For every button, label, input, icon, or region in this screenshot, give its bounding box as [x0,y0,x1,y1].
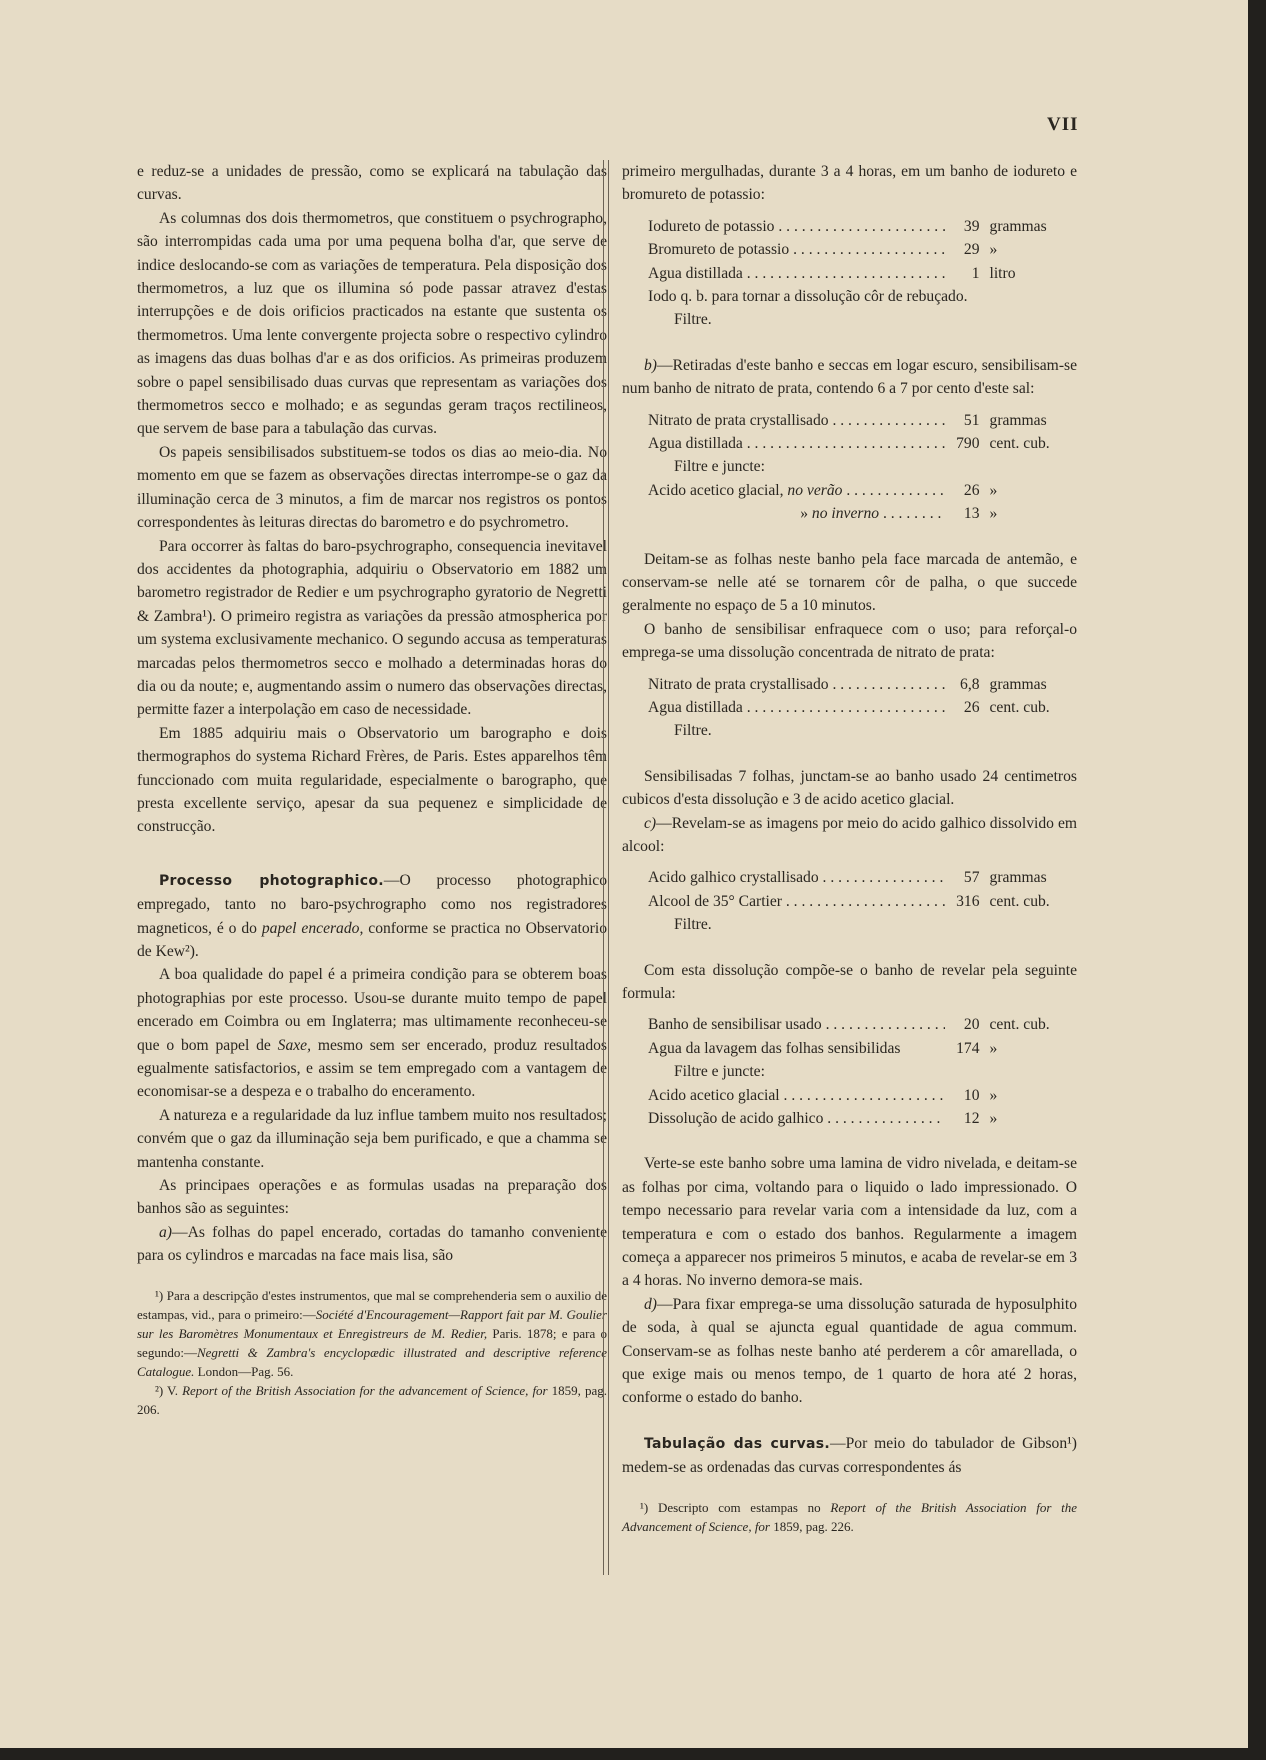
paragraph: As principaes operações e as formulas usadas na preparação dos banhos são as seguintes: [137,1177,607,1218]
recipe-row: Acido acetico glacial, no verão . . . 26 » [648,479,1077,502]
right-column [622,160,1077,1536]
recipe-gallic [648,866,1077,936]
recipe-row: Bromureto de potassio . . . 29 » [648,238,1077,261]
section-paragraph: Tabulação das curvas.—Por meio do tabulador de Gibson¹) medem-se as ordenadas das curvas correspondentes ás [622,1434,1077,1477]
paragraph: Verte-se este banho sobre uma lamina de vidro nivelada, e deitam-se as folhas por cima, voltando para o liquido o lado impressionado. O tempo necessario para revelar varia com a intensidade da luz, com a temperatura e com o estado dos banhos. Regularmente a imagem começa a apparecer nos primeiros 5 minutos, e acaba de revelar-se em 3 a 4 horas. No inverno demora-se mais. [622,1155,1077,1290]
recipe-row: Nitrato de prata crystallisado . . . 6,8 grammas [648,673,1077,696]
recipe-row: Acido galhico crystallisado . . . 57 grammas [648,866,1077,889]
paragraph: a)—As folhas do papel encerado, cortadas do tamanho conveniente para os cylindros e marcadas na face mais lisa, são [137,1223,607,1265]
recipe-row: Nitrato de prata crystallisado . . . 51 grammas [648,409,1077,432]
paragraph: d)—Para fixar emprega-se uma dissolução saturada de hyposulphito de soda, à qual se ajuncta egual quantidade de agua commum. Conservam-se as folhas neste banho até perderem a côr amarellada, o que exige mais ou menos tempo, de 1 quarto de hora até 2 horas, conforme o estado do banho. [622,1295,1077,1407]
recipe-reinforce [648,673,1077,743]
footnote: ¹) Para a descripção d'estes instrumentos, que mal se comprehenderia sem o auxilio de estampas, vid., para o primeiro:—Société d'Encouragement—Rapport fait par M. Goulier sur les Baromètres Monumentaux et Enregistreurs de M. Redier, Paris. 1878; e para o segundo:—Negretti & Zambra's encyclopædic illustrated and descriptive reference Catalogue. London—Pag. 56. [137,1287,607,1379]
recipe-row: Banho de sensibilisar usado . . . 20 cent. cub. [648,1013,1077,1036]
paragraph: Para occorrer às faltas do baro-psychrographo, consequencia inevitavel dos accidentes da photographia, adquiriu o Observatorio em 1882 um barometro registrador de Redier e um psychrographo gyratorio de Negretti & Zambra¹). O primeiro registra as variações da pressão atmospherica por um systema exclusivamente mechanico. O segundo accusa as temperaturas marcadas pelos thermometros secco e molhado a determinadas horas do dia ou da noute; e, augmentando assim o numero das observações directas, permitte fazer a interpolação em caso de necessidade. [137,537,607,719]
recipe-row: Iodureto de potassio . . . 39 grammas [648,215,1077,238]
page-edge [1248,0,1266,1760]
paragraph: Sensibilisadas 7 folhas, junctam-se ao banho usado 24 centimetros cubicos d'esta dissolução e 3 de acido acetico glacial. [622,767,1077,809]
recipe-row: Agua distillada . . . 26 cent. cub. [648,696,1077,719]
recipe-row: Agua distillada . . . 1 litro [648,262,1077,285]
left-column [137,160,607,1419]
recipe-row: Dissolução de acido galhico . . . 12 » [648,1107,1077,1130]
recipe-developer [648,1013,1077,1130]
column-divider [603,160,609,1575]
paragraph: O banho de sensibilisar enfraquece com o uso; para reforçal-o emprega-se uma dissolução concentrada de nitrato de prata: [622,620,1077,662]
paragraph: As columnas dos dois thermometros, que constituem o psychrographo, são interrompidas cada uma por uma pequena bolha d'ar, que serve de indice deslocando-se com as variações de temperatura. Pela disposição dos thermometros, a luz que os illumina só pode passar atravez d'estas interrupções e de dois orificios practicados na estante que sustenta os thermometros. Uma lente convergente projecta sobre o respectivo cylindro as imagens das duas bolhas d'ar e as dos orificios. As primeiras produzem sobre o papel sensibilisado duas curvas que representam as variações dos thermometros secco e molhado; e as segundas geram traços rectilineos, que servem de base para a tabulação das curvas. [137,209,607,438]
recipe-row: » no inverno . . . 13 » [648,502,1077,525]
paragraph: primeiro mergulhadas, durante 3 a 4 horas, em um banho de iodureto e bromureto de potassio: [622,163,1077,204]
section-heading: Processo photographico. [159,872,384,889]
recipe-row: Alcool de 35° Cartier . . . 316 cent. cub. [648,890,1077,913]
recipe-row: Agua da lavagem das folhas sensibilidas 174 » [648,1039,998,1057]
recipe-iodide-bath [648,215,1077,332]
recipe-silver-bath [648,409,1077,526]
recipe-row: Agua distillada . . . 790 cent. cub. [648,432,1077,455]
page-number: VII [1047,114,1079,135]
section-paragraph: Processo photographico.—O processo photographico empregado, tanto no baro-psychrographo como nos registradores magneticos, é o do papel encerado, conforme se practica no Observatorio de Kew²). [137,871,607,960]
footnote: ¹) Descripto com estampas no Report of the British Association for the Advancement of Science, for 1859, pag. 226. [622,1499,1077,1534]
recipe-note: Filtre. [674,311,712,329]
paragraph: Deitam-se as folhas neste banho pela face marcada de antemão, e conservam-se nelle até se tornarem côr de palha, o que succede geralmente no espaço de 5 a 10 minutos. [622,550,1077,615]
paragraph: A boa qualidade do papel é a primeira condição para se obterem boas photographias por este processo. Usou-se durante muito tempo de papel encerado em Coimbra ou em Inglaterra; mas ultimamente reconheceu-se que o bom papel de Saxe, mesmo sem ser encerado, produz resultados egualmente satisfactorios, e assim se tem empregado com a vantagem de economisar-se a despeza e o trabalho do enceramento. [137,966,607,1101]
recipe-note: Filtre e juncte: [674,1063,765,1081]
footnotes [137,1286,607,1419]
paragraph: A natureza e a regularidade da luz influe tambem muito nos resultados; convém que o gaz da illuminação seja bem purificado, e que a chamma se mantenha constante. [137,1106,607,1171]
paragraph: Com esta dissolução compõe-se o banho de revelar pela seguinte formula: [622,961,1077,1002]
footnotes [622,1498,1077,1536]
recipe-note: Filtre. [674,722,712,740]
paragraph: Os papeis sensibilisados substituem-se todos os dias ao meio-dia. No momento em que se fazem as observações directas interrompe-se o gaz da illuminação cerca de 3 minutos, a fim de marcar nos registros os pontos correspondentes às leituras directas do barometro e do psychrometro. [137,443,607,532]
recipe-row: Acido acetico glacial . . . 10 » [648,1084,1077,1107]
recipe-note: Filtre. [674,916,712,934]
paragraph: b)—Retiradas d'este banho e seccas em logar escuro, sensibilisam-se num banho de nitrato de prata, contendo 6 a 7 por cento d'este sal: [622,356,1077,398]
recipe-line: Iodo q. b. para tornar a dissolução côr de rebuçado. [648,287,968,305]
footnote: ²) V. Report of the British Association for the advancement of Science, for 1859, pag. 206. [137,1382,607,1417]
paragraph: Em 1885 adquiriu mais o Observatorio um barographo e dois thermographos do systema Richard Frères, de Paris. Estes apparelhos têm funccionado com muita regularidade, especialmente o barographo, que presta excellente serviço, apesar da sua pequenez e simplicidade de construcção. [137,724,607,836]
paragraph: e reduz-se a unidades de pressão, como se explicará na tabulação das curvas. [137,163,607,204]
page-edge [0,1748,1266,1760]
paragraph: c)—Revelam-se as imagens por meio do acido galhico dissolvido em alcool: [622,814,1077,855]
section-heading: Tabulação das curvas. [644,1435,831,1452]
recipe-note: Filtre e juncte: [674,458,765,476]
